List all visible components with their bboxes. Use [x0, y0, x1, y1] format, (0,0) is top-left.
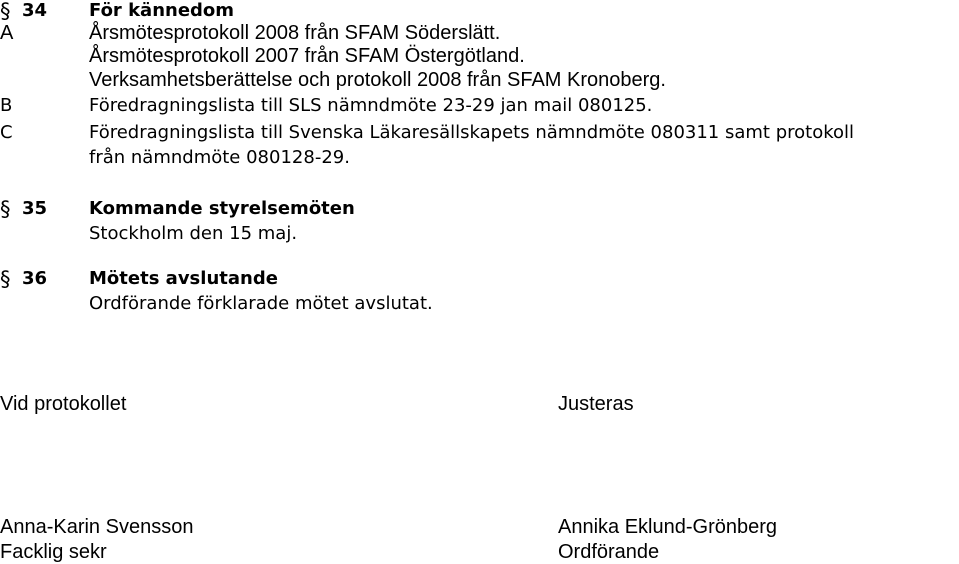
item-letter: A — [0, 22, 14, 44]
section-body: Stockholm den 15 maj. — [89, 223, 298, 244]
item-letter: C — [0, 122, 13, 143]
section-heading: Mötets avslutande — [89, 268, 278, 289]
signatory-title-left: Facklig sekr — [0, 541, 107, 563]
section-number: 36 — [22, 268, 48, 289]
section-symbol: § — [0, 0, 11, 23]
list-item: Föredragningslista till SLS nämndmöte 23-29 jan mail 080125. — [89, 95, 653, 116]
signature-label-left: Vid protokollet — [0, 393, 127, 415]
section-number: 35 — [22, 198, 48, 219]
signature-label-right: Justeras — [558, 393, 634, 415]
section-number: 34 — [22, 0, 48, 21]
signatory-name-left: Anna-Karin Svensson — [0, 516, 194, 538]
section-symbol: § — [0, 197, 11, 221]
section-body: Ordförande förklarade mötet avslutat. — [89, 293, 433, 314]
section-symbol: § — [0, 267, 11, 291]
item-letter: B — [0, 95, 13, 116]
list-item: Årsmötesprotokoll 2008 från SFAM Söderslätt. — [89, 22, 501, 44]
list-item: Föredragningslista till Svenska Läkaresällskapets nämndmöte 080311 samt protokoll — [89, 122, 855, 143]
list-item-continuation: från nämndmöte 080128-29. — [89, 147, 350, 168]
signatory-name-right: Annika Eklund-Grönberg — [558, 516, 778, 538]
section-heading: Kommande styrelsemöten — [89, 198, 355, 219]
section-heading: För kännedom — [89, 0, 235, 21]
signatory-title-right: Ordförande — [558, 541, 660, 563]
list-item: Verksamhetsberättelse och protokoll 2008 från SFAM Kronoberg. — [89, 69, 666, 91]
list-item: Årsmötesprotokoll 2007 från SFAM Östergötland. — [89, 45, 525, 67]
